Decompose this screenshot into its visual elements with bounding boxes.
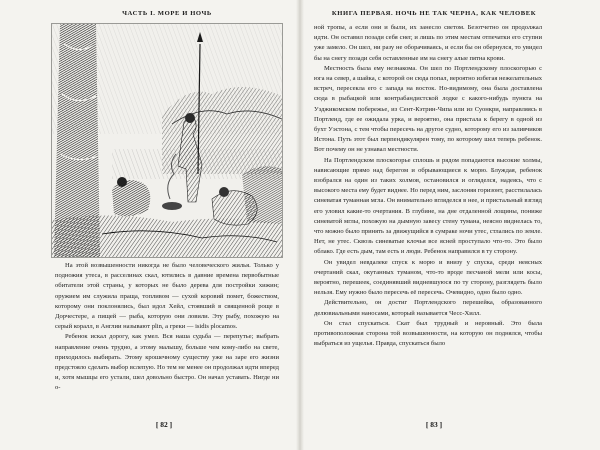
running-head-left: ЧАСТЬ I. МОРЕ И НОЧЬ — [122, 10, 212, 17]
left-body-text — [55, 261, 279, 394]
right-body-text — [314, 23, 542, 350]
engraving-illustration — [51, 23, 283, 258]
paragraph: Он увидел невдалеке спуск к морю и внизу у спуска, среди неясных очертаний скал, окутанных туманом, что-то вроде песчаной мели или косы, вероятно, перешеек, соединявший видневшуюся по ту сторону, разглядеть было нельзя. Ему нужно было пересечь её пересечь. Очевидно, одно было одно. — [314, 258, 542, 297]
paragraph: На Портлендском плоскогорье сплошь и рядом попадаются высокие холмы, нависающие прямо над берегом и обрывающиеся к морю. Блуждая, ребенок взобрался на один из таких холмов, остановился и огляделся, надеясь, что с высокого места ему будет виднее. Но перед ним, заслоняя горизонт, расстилалась синеватая туманная мгла. Он внимательно вгляделся в нее, и пристальный взгляд его уловил какие-то очертания. В глубине, на дне отдаленной лощины, пониже синеватой мглы, похожую на дымную завесу стену тумана, неясно виднелась то, что можно было принять за движущийся в сумраке ночи утес, стлались по земле. Нет, не утес. Сквозь синеватые клочья все ясней проступало что-то. Это было облако. Где есть дым, там есть и люди. Ребенок направился в ту сторону. — [314, 156, 542, 256]
page-number-left: [ 82 ] — [155, 420, 173, 429]
paragraph: На этой возвышенности никогда не было человеческого жилья. Только у подножия утеса, в расселинах скал, ютились в давние времена первобытные обитатели этой страны, у которых не было дерева для постройки хижин; оружием им служила праща, топливом — сухой коровий помет, божеством, которому они поклонялись, был идол Хейл, стоявший в священной роще в Дорчестере, а пищей — рыба, которую они ловили. Эту рыбу, похожую на серый коралл, в Англии называют plin, а греки — isidis plocamos. — [55, 262, 279, 331]
book-gutter — [296, 0, 304, 450]
running-head-right: КНИГА ПЕРВАЯ. НОЧЬ НЕ ТАК ЧЕРНА, КАК ЧЕЛОВЕК — [331, 10, 537, 17]
right-page — [304, 0, 600, 450]
paragraph: Ребенок искал дорогу, как умел. Вся наша судьба — перепутье; выбрать направление очень трудно, а этому малышу, больше чем кому-либо на свете, приходилось выбирать. Этому крошечному существу уже на заре его жизни предстояло сделать выбор вслепую. Но тем не менее он продолжал идти вперед и, хотя мышцы его устали, шел довольно быстро. Он начал уставать. Нигде ни о- — [55, 333, 279, 392]
page-number-right: [ 83 ] — [425, 420, 443, 429]
paragraph: ной тропы, а если они и были, их занесло светом. Безотчетно он продолжал идти. Он оставил позади себя снег, и лишь по этим местам отпечатки его ступни уже замело. Он шел, ни разу не оборачиваясь, и если бы он обернулся, то увидел бы на снегу позади себя оставленные им на снегу алые пятна крови. — [314, 24, 542, 62]
paragraph: Действительно, он достиг Портлендского перешейка, образованного делювиальными наносами, который называется Чесс-Хилл. — [314, 299, 542, 317]
engraving-image — [52, 24, 282, 257]
left-page — [0, 0, 296, 450]
paragraph: Он стал спускаться. Скат был трудный и неровный. Это была противоположная сторона той возвышенности, на которую он поднялся, чтобы выбраться из ущелья. Правда, спускаться было — [314, 319, 542, 348]
paragraph: Местность была ему незнакома. Он шел по Портлендскому плоскогорью с юга на север, а шайка, с которой он сюда попал, вероятно избегая нежелательных встреч, пересекла его с запада на восток. Но-видимому, она была доставлена сюда в рыбацкой или контрабандистской лодке с какого-нибудь пункта на Уэджикомском побережье, из Сент-Кэтрин-Чипа или из Суонкри, направляясь в Портленд, где ее ожидала урка, и вероятно, она пристала к берегу в одной из бухт Уэстона, с тем чтобы пересечь на другое судно, которому его из заливчиков Истона. Путь этот был перпендикулярен тому, по которому шел теперь ребенок. Вот почему он не узнавал местности. — [314, 64, 542, 154]
